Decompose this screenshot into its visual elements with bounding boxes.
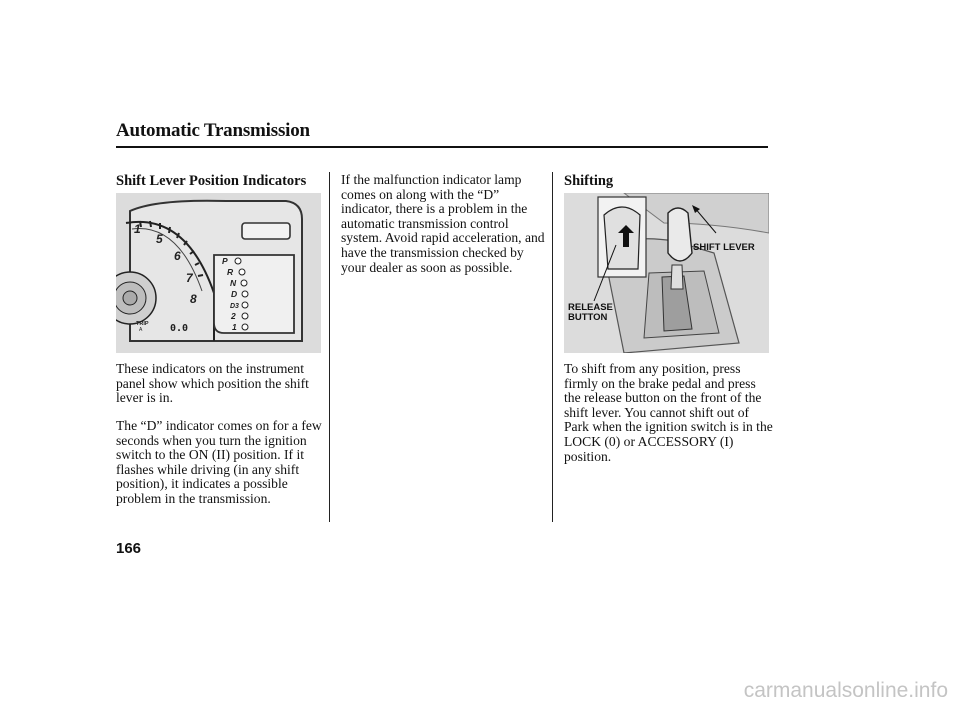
page-number: 166 bbox=[116, 540, 142, 557]
dial-number: 6 bbox=[174, 249, 181, 263]
trip-sub-label: A bbox=[139, 327, 143, 333]
section-heading-shifting: Shifting bbox=[564, 173, 614, 189]
paragraph: These indicators on the instrument panel show which position the shift lever is in. bbox=[116, 361, 309, 406]
gear-label-1: 1 bbox=[232, 322, 237, 332]
trip-label: TRIP bbox=[136, 321, 149, 327]
gear-label-d: D bbox=[231, 289, 238, 299]
paragraph: To shift from any position, press firmly on the brake pedal and press the release button on the front of the shift lever. You cannot shift out of Park when the ignition switch is in the LOCK (0) or ACCESSORY (I) position. bbox=[564, 361, 773, 464]
shift-lever-illustration bbox=[564, 193, 769, 353]
page-title: Automatic Transmission bbox=[116, 120, 310, 141]
paragraph: If the malfunction indicator lamp comes on along with the “D” indicator, there is a problem in the automatic transmission control system. Avoid rapid acceleration, and have the transmission checked by your dealer as soon as possible. bbox=[341, 172, 545, 275]
instrument-panel-figure bbox=[116, 193, 321, 353]
gear-label-r: R bbox=[227, 267, 234, 277]
callout-shift-lever: SHIFT LEVER bbox=[693, 242, 755, 253]
gear-label-n: N bbox=[230, 278, 237, 288]
paragraph: The “D” indicator comes on for a few seconds when you turn the ignition switch to the ON (II) position. If it flashes while driving (in any shift position), it indicates a possible problem in the transmission. bbox=[116, 418, 322, 506]
callout-release-line1: RELEASE bbox=[568, 302, 613, 313]
section-heading-indicators: Shift Lever Position Indicators bbox=[116, 173, 307, 189]
title-divider bbox=[116, 146, 768, 148]
dial-number: 1 bbox=[134, 222, 141, 236]
column-divider-right bbox=[552, 172, 553, 522]
shift-lever-figure bbox=[564, 193, 769, 353]
watermark: carmanualsonline.info bbox=[743, 679, 948, 702]
gear-label-2: 2 bbox=[231, 311, 236, 321]
gear-label-p: P bbox=[222, 256, 228, 266]
callout-release-button bbox=[568, 303, 613, 323]
column-divider-left bbox=[329, 172, 330, 522]
dial-number: 5 bbox=[156, 232, 163, 246]
callout-release-line2: BUTTON bbox=[568, 312, 608, 323]
dial-number: 7 bbox=[186, 271, 193, 285]
odometer-readout: 0.0 bbox=[170, 323, 189, 334]
instrument-panel-illustration bbox=[116, 193, 321, 353]
dial-number: 8 bbox=[190, 292, 197, 306]
gear-label-d3: D3 bbox=[230, 303, 239, 310]
